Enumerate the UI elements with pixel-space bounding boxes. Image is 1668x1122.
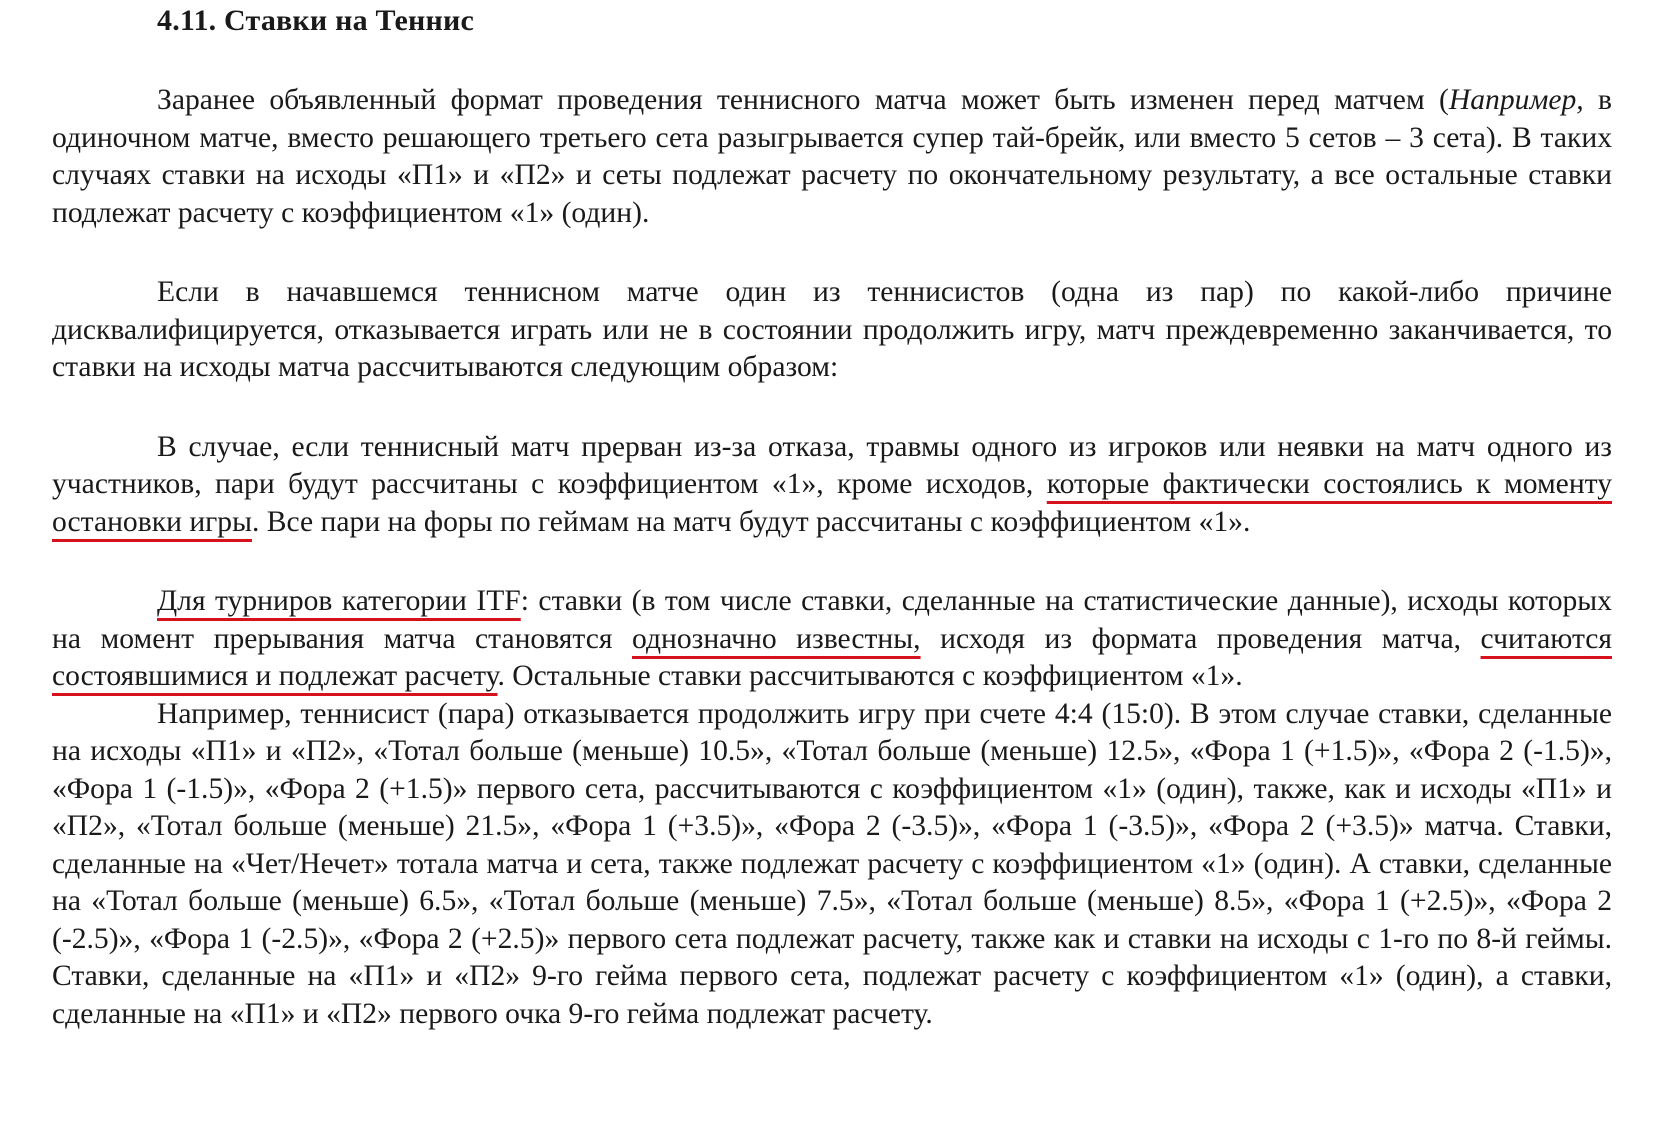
p4-text-2: исходя из формата проведения матча,: [920, 622, 1481, 655]
p1-italic-example: Например,: [1448, 84, 1584, 116]
section-heading: 4.11. Ставки на Теннис: [157, 4, 475, 37]
paragraph-example: Например, теннисист (пара) отказывается продолжить игру при счете 4:4 (15:0). В этом случае ставки, сделанные на исходы «П1» и «П2», «Тотал больше (меньше) 10.5», «Тотал больше (меньше) 12.5», «Фора 1 (+1.5)», «Фора 2 (-1.5)», «Фора 1 (-1.5)», «Фора 2 (+1.5)» первого сета, рассчитываются с коэффициентом «1» (один), также, как и исходы «П1» и «П2», «Тотал больше (меньше) 21.5», «Фора 1 (+3.5)», «Фора 2 (-3.5)», «Фора 1 (-3.5)», «Фора 2 (+3.5)» матча. Ставки, сделанные на «Чет/Нечет» тотала матча и сета, также подлежат расчету с коэффициентом «1» (один). А ставки, сделанные на «Тотал больше (меньше) 6.5», «Тотал больше (меньше) 7.5», «Тотал больше (меньше) 8.5», «Фора 1 (+2.5)», «Фора 2 (-2.5)», «Фора 1 (-2.5)», «Фора 2 (+2.5)» первого сета подлежат расчету, также как и ставки на исходы с 1-го по 8-й геймы. Ставки, сделанные на «П1» и «П2» 9-го гейма первого сета, подлежат расчету с коэффициентом «1» (один), а ставки, сделанные на «П1» и «П2» первого очка 9-го гейма подлежат расчету.: [52, 697, 1612, 1030]
p3-text-start: В случае, если теннисный матч прерван из-за отказа, травмы одного из игроков или неявки на матч одного из участников, пари будут рассчитаны с коэффициентом «1», кроме исходов,: [52, 430, 1612, 500]
paragraph-match-interrupted: [52, 429, 1612, 542]
p4-text-3: . Остальные ставки рассчитываются с коэффициентом «1».: [497, 660, 1243, 692]
p4-underlined-known: однозначно известны,: [632, 622, 921, 655]
p4-underlined-settled: считаются состоявшимися и подлежат расчету: [52, 622, 1612, 692]
p1-text-end: в одиночном матче, вместо решающего третьего сета разыгрывается супер тай-брейк, или вместо 5 сетов – 3 сета). В таких случаях ставки на исходы «П1» и «П2» и сеты подлежат расчету по окончательному результату, а все остальные ставки подлежат расчету с коэффициентом «1» (один).: [52, 84, 1613, 229]
p1-text-start: Заранее объявленный формат проведения теннисного матча может быть изменен перед матчем (: [157, 84, 1449, 116]
paragraph-format-change: [52, 82, 1612, 232]
p3-underlined-phrase: которые фактически состоялись к моменту остановки игры: [52, 468, 1612, 538]
p4-underlined-itf: Для турниров категории ITF: [157, 585, 521, 617]
paragraph-itf-tournaments: [52, 583, 1612, 696]
paragraph-disqualification: Если в начавшемся теннисном матче один из теннисистов (одна из пар) по какой-либо причине дисквалифицируется, отказывается играть или не в состоянии продолжить игру, матч преждевременно заканчивается, то ставки на исходы матча рассчитываются следующим образом:: [52, 276, 1612, 383]
p4-text-1: : ставки (в том числе ставки, сделанные на статистические данные), исходы которых на момент прерывания матча становятся: [52, 585, 1612, 655]
p3-text-end: . Все пари на форы по геймам на матч будут рассчитаны с коэффициентом «1».: [251, 505, 1251, 538]
document-page: [52, 0, 1612, 1033]
